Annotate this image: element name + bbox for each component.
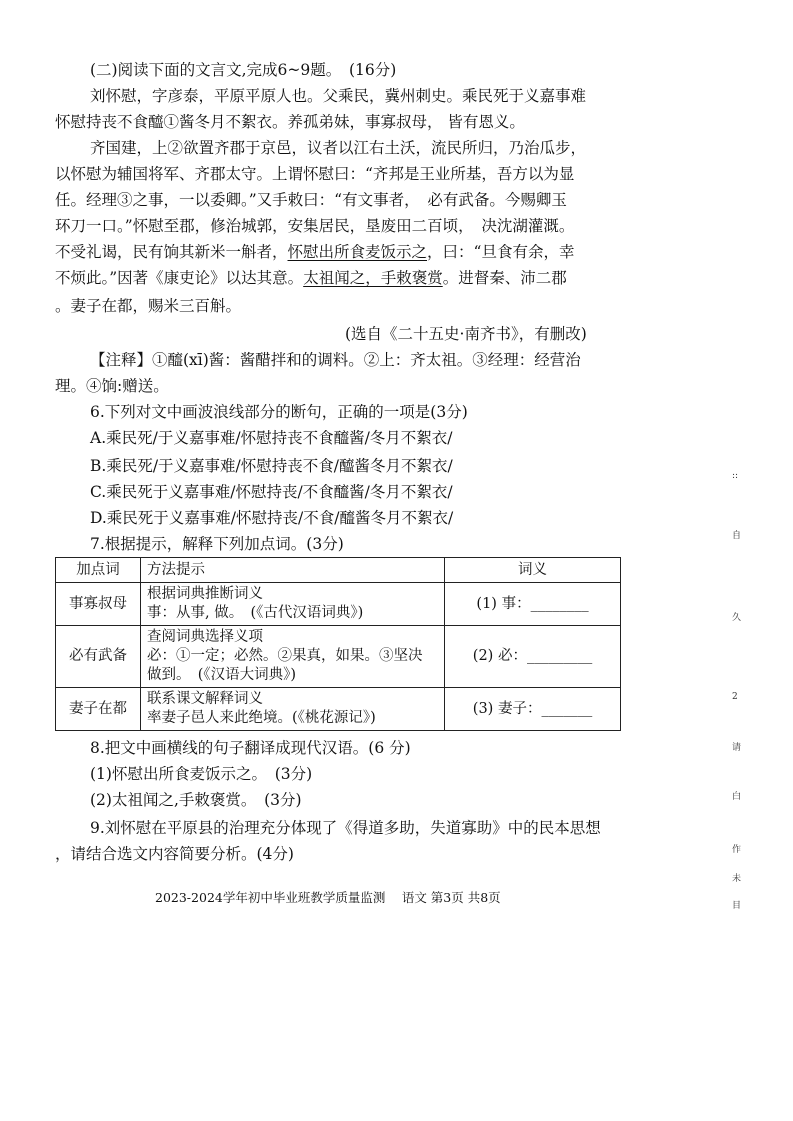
text-segment: 不受礼谒，民有饷其新米一斛者，: [55, 243, 288, 261]
margin-mark: 自: [732, 531, 742, 541]
passage-line: [55, 241, 574, 263]
margin-mark: 未: [732, 874, 742, 884]
hint-line: 根据词典推断词义: [147, 586, 263, 602]
passage-line: [55, 267, 567, 289]
margin-mark: 作: [732, 845, 742, 855]
question-9-stem: 9.刘怀慰在平原县的治理充分体现了《得道多助，失道寡助》中的民本思想: [90, 819, 601, 837]
hint-cell: [141, 626, 445, 688]
margin-mark: 请: [732, 743, 742, 753]
option-a: A.乘民死/于义嘉事难/怀慰持丧不食醯酱/冬月不絮衣/: [90, 429, 453, 447]
text-segment: 。进督秦、沛二郡: [442, 269, 567, 287]
table-row: [56, 583, 621, 626]
margin-mark: 2: [732, 692, 738, 702]
answer-blank[interactable]: (2) 必：_________: [445, 626, 621, 688]
margin-mark: 目: [732, 901, 742, 911]
notes-line: 理。④饷:赠送。: [55, 377, 169, 395]
margin-mark: ::: [732, 471, 739, 481]
notes-line: 【注释】①醯(xī)酱：酱醋拌和的调料。②上：齐太祖。③经理：经营治: [90, 351, 581, 369]
header-cell: 加点词: [56, 558, 141, 583]
question-8-item: (1)怀慰出所食麦饭示之。 (3分): [90, 765, 313, 783]
question-6-stem: 6.下列对文中画波浪线部分的断句，正确的一项是(3分): [90, 403, 468, 421]
passage-line: 任。经理③之事，一以委卿。”又手敕曰：“有文事者， 必有武备。今赐卿玉: [55, 191, 567, 209]
question-7-stem: 7.根据提示，解释下列加点词。(3分): [90, 535, 344, 553]
hint-line: 联系课文解释词义: [147, 691, 263, 707]
passage-line: 环刀一口。”怀慰至郡，修治城郭，安集居民，垦废田二百顷， 决沈湖灌溉。: [55, 217, 575, 235]
text-segment: ，曰：“旦食有余，幸: [427, 243, 575, 261]
option-d: D.乘民死于义嘉事难/怀慰持丧/不食/醯酱冬月不絮衣/: [90, 509, 454, 527]
word-cell: 事寡叔母: [56, 583, 141, 626]
table-row: [56, 626, 621, 688]
question-9-stem: ，请结合选文内容简要分析。(4分): [55, 845, 294, 863]
question-8-item: (2)太祖闻之,手敕褒赏。 (3分): [90, 791, 302, 809]
hint-cell: [141, 688, 445, 731]
answer-blank[interactable]: (1) 事：________: [445, 583, 621, 626]
underlined-sentence-1: 怀慰出所食麦饭示之: [287, 243, 428, 261]
hint-line: 必：①一定；必然。②果真，如果。③坚决: [147, 648, 423, 664]
table-header-row: [56, 558, 621, 583]
option-b: B.乘民死/于义嘉事难/怀慰持丧不食/醯酱冬月不絮衣/: [90, 457, 453, 475]
underlined-sentence-2: 太祖闻之，手敕褒赏: [303, 269, 443, 287]
hint-line: 查阅词典选择义项: [147, 629, 263, 645]
hint-cell: [141, 583, 445, 626]
table-row: [56, 688, 621, 731]
option-c: C.乘民死于义嘉事难/怀慰持丧/不食醯酱/冬月不絮衣/: [90, 483, 453, 501]
section-heading: (二)阅读下面的文言文,完成6~9题。 (16分): [90, 61, 397, 79]
hint-line: 率妻子邑人来此绝境。(《桃花源记》): [147, 710, 376, 726]
passage-line: 。妻子在都，赐米三百斛。: [55, 297, 242, 315]
vocabulary-table: [55, 557, 621, 731]
hint-line: 事：从事, 做。 (《古代汉语词典》): [147, 605, 364, 621]
source-citation: (选自《二十五史·南齐书》，有删改): [345, 325, 587, 343]
hint-line: 做到。 (《汉语大词典》): [147, 667, 297, 683]
header-cell: 方法提示: [141, 558, 445, 583]
margin-mark: 久: [732, 613, 742, 623]
margin-mark: 白: [732, 792, 742, 802]
passage-line: 齐国建，上②欲置齐郡于京邑，议者以江右土沃，流民所归，乃治瓜步，: [90, 139, 587, 157]
answer-blank[interactable]: (3) 妻子：_______: [445, 688, 621, 731]
passage-line: 怀慰持丧不食醯①酱冬月不絮衣。养孤弟妹，事寡叔母， 皆有恩义。: [55, 113, 525, 131]
passage-line: 刘怀慰，字彦泰，平原平原人也。父乘民，冀州刺史。乘民死于义嘉事难: [90, 87, 587, 105]
header-cell: 词义: [445, 558, 621, 583]
passage-line: 以怀慰为辅国将军、齐郡太守。上谓怀慰曰：“齐邦是王业所基，吾方以为显: [55, 165, 575, 183]
word-cell: 妻子在都: [56, 688, 141, 731]
text-segment: 不烦此。”因著《康吏论》以达其意。: [55, 269, 304, 287]
word-cell: 必有武备: [56, 626, 141, 688]
page-footer: 2023-2024学年初中毕业班教学质量监测 语文 第3页 共8页: [155, 890, 501, 905]
question-8-stem: 8.把文中画横线的句子翻译成现代汉语。(6 分): [90, 739, 411, 757]
